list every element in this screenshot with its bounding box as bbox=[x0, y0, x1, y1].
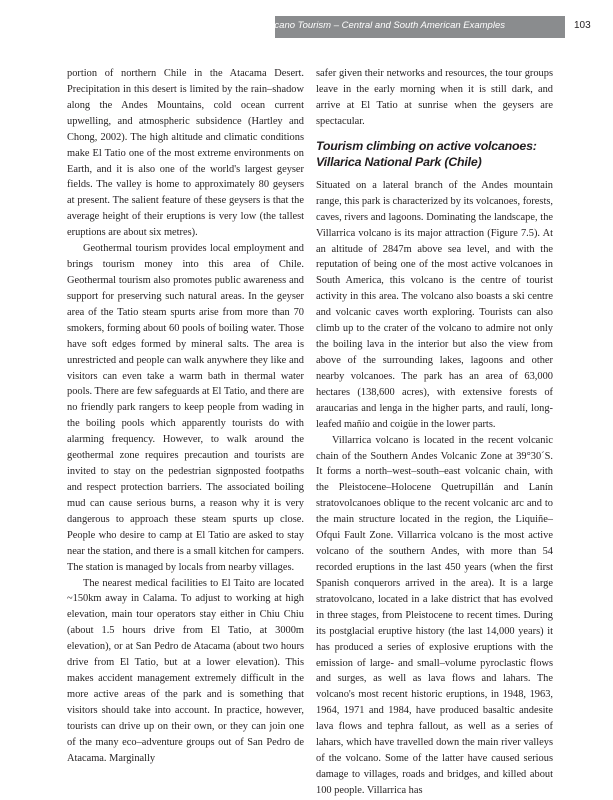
section-heading-line: Tourism climbing on active volcanoes: bbox=[316, 138, 537, 153]
running-head-title: Volcano Tourism – Central and South American Examples bbox=[261, 20, 505, 31]
running-header bbox=[0, 16, 613, 38]
section-heading bbox=[316, 138, 553, 171]
paragraph: Villarrica volcano is located in the recent volcanic chain of the Southern Andes Volcanic Zone at 39°30´S. It forms a north–west–south–east volcanic chain, with the Pleistocene–Holocene Quetrupillán and Lanín stratovolcanoes oblique to the recent volcanic arc and to the main structure located in the region, the Liquiñe–Ofqui Fault Zone. Villarrica volcano is the most active volcano of the southern Andes, with more than 54 recorded eruptions in the last 450 years (when the first Spanish conquerors arrived in the area). It is a large stratovolcano, located in a lake district that has evolved in three stages, from Pleistocene to recent times. During its postglacial eruptive history (the last 14,000 years) it has produced a series of explosive eruptions with the emission of large- and small–volume pyroclastic flows and surges, as well as lava flows and lahars. The volcano's most recent historic eruptions, in 1948, 1963, 1964, 1971 and 1984, have produced basaltic andesite lava flows and tephra fallout, as well as a series of lahars, which have travelled down the main river valleys of the volcano. Some of the latter have caused serious damage to villages, roads and bridges, and killed about 100 people. Villarrica has bbox=[316, 434, 553, 796]
section-heading-line: Villarica National Park (Chile) bbox=[316, 155, 482, 170]
paragraph: safer given their networks and resources, the tour groups leave in the early morning when it is still dark, and arrive at El Tatio at sunrise when the geysers are spectacular. bbox=[316, 68, 553, 127]
paragraph: Situated on a lateral branch of the Andes mountain range, this park is characterized by its volcanoes, forests, caves, rivers and lagoons. Dominating the landscape, the Villarrica volcano is its major attraction (Figure 7.5). At an altitude of 2847m above sea level, and with the reputation of being one of the most active volcanoes in South America, this volcano is the centre of tourist activity in this area. The volcano also boasts a ski centre and volcanic caves worth exploring. Tourists can also climb up to the crater of the volcano to admire not only the boiling lava in the interior but also the view from above of the surrounding lakes, lagoons and other nearby volcanoes. The park has an area of 63,000 hectares (138,600 acres), with extensive forests of araucarias and lenga in the higher parts, and raulí, long-leafed mañío and coigüe in the lower parts. bbox=[316, 179, 553, 430]
page-number: 103 bbox=[574, 20, 591, 31]
header-band bbox=[261, 16, 565, 38]
left-column bbox=[67, 66, 304, 767]
paragraph: The nearest medical facilities to El Taito are located ~150km away in Calama. To adjust to working at high elevation, main tour operators stay either in Chiu Chiu (about 1.5 hours drive from El Tatio, at 3000m elevation), or at San Pedro de Atacama (about two hours drive from El Tatio, but at a lower elevation). This makes accident management extremely difficult in the more active areas of the park and is something that visitors should take into account. In practice, however, tourists can drive up on their own, or they can join one of the many eco–adventure groups out of San Pedro de Atacama. Marginally bbox=[67, 577, 304, 764]
paragraph: Geothermal tourism provides local employment and brings tourism money into this area of Chile. Geothermal tourism also promotes public awareness and support for preserving such natural areas. In the geyser area of the Tatio steam spurts arise from more than 70 smokers, forming about 60 pools of boiling water. Those have soft edges formed by mineral salts. The area is unrestricted and people can walk anywhere they like and visitors can even take a warm bath in thermal water pools. There are few safeguards at El Tatio, and there are no friendly park rangers to keep people from wading in the boiling pools which apparently tourists do with alarming frequency. However, to walk around the geothermal zone requires precaution and tourists are invited to stay on the pedestrian signposted footpaths and respect protection barriers. The associated boiling mud can cause serious burns, a reason why it is very dangerous to approach these steam spurts up close. People who desire to camp at El Tatio are asked to stay near the station, and there is a small kitchen for campers. The station is managed by locals from nearby villages. bbox=[67, 243, 304, 573]
paragraph: portion of northern Chile in the Atacama Desert. Precipitation in this desert is limited by the rain–shadow along the Andes Mountains, cold ocean current upwelling, and atmospheric subsidence (Hartley and Chong, 2002). The high altitude and climatic conditions make El Tatio one of the most extreme environments on Earth, and it is also one of the world's largest geyser fields. The valley is home to approximately 80 geysers at present. The salient feature of these geysers is that the average height of their eruptions is very low (the tallest eruptions are about six metres). bbox=[67, 68, 304, 239]
right-column bbox=[316, 66, 553, 799]
